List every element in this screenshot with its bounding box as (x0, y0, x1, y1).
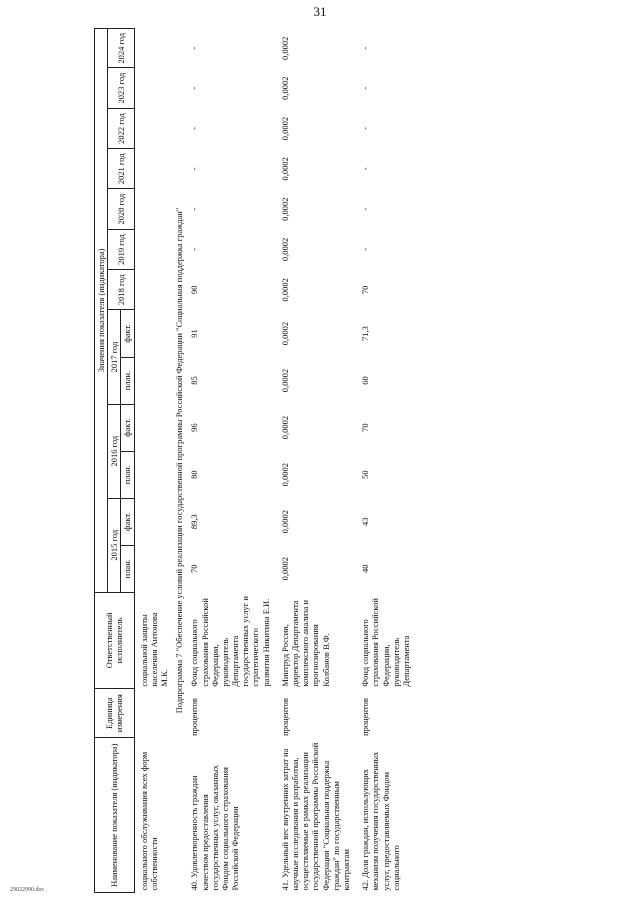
value-cell: 0,0002 (279, 197, 290, 221)
indicator-responsible: Минтруд России, директор Департамента комплексного анализа и прогнозирования Колбанов В.Ф. (279, 599, 331, 687)
value-cell: 0,0002 (279, 415, 290, 440)
header-2021: 2021 год (108, 149, 134, 189)
header-2020: 2020 год (108, 189, 134, 229)
footer-doc-id: 29022990.doc (10, 887, 45, 893)
value-cell: 0,0002 (279, 157, 290, 181)
value-cell: 0,0002 (279, 36, 290, 60)
table-row (272, 29, 352, 893)
header-2016: 2016 год (108, 404, 121, 498)
header-2017: 2017 год (108, 310, 121, 404)
value-cell: 0,0002 (279, 278, 290, 302)
value-cell: 40 (360, 564, 371, 573)
value-cell: - (189, 167, 200, 171)
page-number: 31 (313, 4, 327, 19)
value-cell: 50 (360, 470, 371, 479)
value-cell: 0,0002 (279, 76, 290, 100)
value-cell: - (360, 127, 371, 130)
value-cell: 70 (360, 285, 371, 295)
header-2018: 2018 год (108, 270, 134, 310)
header-fact: факт. (121, 404, 134, 451)
value-cell: 0,0002 (279, 237, 290, 262)
value-cell: 0,0002 (279, 462, 290, 487)
header-values: Значения показателя (индикатора) (95, 29, 108, 593)
header-2015: 2015 год (108, 498, 121, 592)
header-2019: 2019 год (108, 229, 134, 269)
indicator-name: 40. Удовлетворенность граждан качеством предоставления государственных услуг, оказанных Фондом социального страхования Российской Федерации (189, 765, 241, 891)
value-cell: 0,0002 (279, 510, 290, 534)
value-cell: 91 (189, 329, 200, 338)
indicator-name: 41. Удельный вес внутренних затрат на научные исследования и разработки, осуществляемые в рамках реализации государственной программы Российской Федерации "Социальная поддержка граждан" по государственным контрактам (279, 742, 351, 891)
value-cell: 85 (189, 376, 200, 385)
table-row (352, 29, 412, 893)
value-cell: 71,3 (360, 326, 371, 341)
indicator-responsible: Фонд социального страхования Российской Федерации, руководитель Департамента государственных услуг и стратегического развития Никитина Е.И. (189, 596, 271, 687)
header-fact: факт. (121, 310, 134, 357)
value-cell: - (189, 127, 200, 130)
header-2022: 2022 год (108, 108, 134, 148)
value-cell: - (360, 207, 371, 211)
value-cell: - (189, 248, 200, 251)
value-cell: 70 (360, 423, 371, 432)
rotated-page (94, 28, 634, 893)
subprogram-title: Подпрограмма 7 "Обеспечение условий реализации государственной программы Российской Федерации "Социальная поддержка граждан" (174, 207, 185, 714)
value-cell: 0,0002 (279, 368, 290, 393)
value-cell: 90 (189, 285, 200, 295)
header-2023: 2023 год (108, 68, 134, 108)
cont-responsible: социальной защиты населения Антонова М.К. (138, 612, 169, 687)
value-cell: - (360, 86, 371, 90)
continuation-row (134, 29, 170, 893)
value-cell: - (189, 86, 200, 90)
indicator-unit: процентов (360, 698, 371, 736)
header-plan: план. (121, 451, 134, 498)
value-cell: - (360, 46, 371, 50)
table-row (188, 29, 272, 893)
cont-name: социального обслуживания всех форм собственности (138, 751, 159, 891)
header-unit: Единица измерения (95, 689, 135, 738)
indicator-responsible: Фонд социального страхования Российской Федерации, руководитель Департамента (360, 598, 411, 687)
value-cell: 43 (360, 517, 371, 526)
header-fact: факт. (121, 498, 134, 545)
value-cell: - (189, 46, 200, 50)
value-cell: 0,0002 (279, 557, 290, 581)
value-cell: - (360, 167, 371, 171)
value-cell: 0,0002 (279, 116, 290, 141)
header-name: Наименование показателя (индикатора) (95, 738, 135, 893)
value-cell: 70 (189, 564, 200, 573)
value-cell: 80 (189, 470, 200, 479)
value-cell: 96 (189, 423, 200, 432)
value-cell: 60 (360, 376, 371, 385)
header-responsible: Ответственный исполнитель (95, 592, 135, 688)
indicator-name: 42. Доля граждан, использующих механизм получения государственных услуг, предоставляемых Фондом социального (360, 751, 401, 891)
value-cell: - (360, 248, 371, 251)
header-plan: план. (121, 545, 134, 592)
indicators-table (94, 28, 412, 893)
indicator-unit: процентов (189, 698, 200, 736)
value-cell: 0,0002 (279, 321, 290, 346)
header-2024: 2024 год (108, 29, 134, 69)
subprogram-row (170, 29, 188, 893)
header-plan: план. (121, 357, 134, 404)
indicator-unit: процентов (279, 698, 290, 736)
value-cell: 89,3 (189, 514, 200, 530)
value-cell: - (189, 207, 200, 211)
